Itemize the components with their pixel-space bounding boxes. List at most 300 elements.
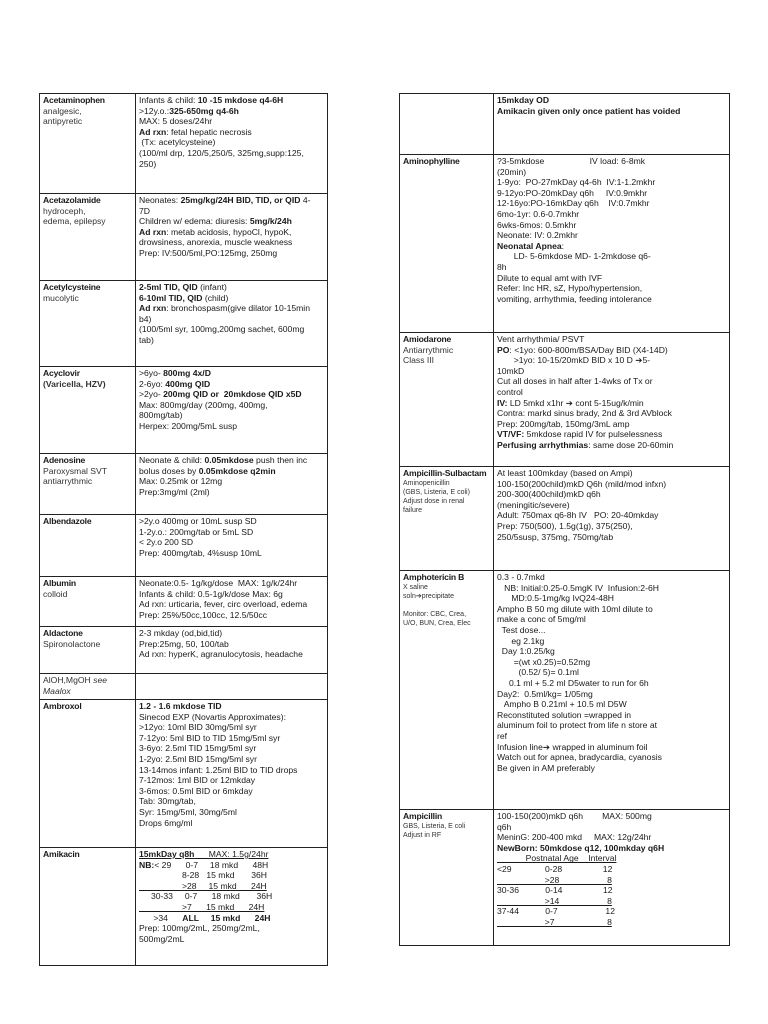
- dose-text: Test dose...: [497, 624, 546, 635]
- dose-text: 30-36 0-14 12: [497, 885, 613, 896]
- dose-line: [497, 917, 726, 928]
- drug-class: Class III: [403, 355, 435, 366]
- drug-name: Ampicillin: [403, 811, 443, 821]
- dose-text: 7D: [139, 205, 150, 216]
- drug-name-cell: [40, 454, 136, 515]
- dose-line: [497, 355, 726, 366]
- dose-text: Prep:3mg/ml (2ml): [139, 486, 210, 497]
- dose-text: LD- 5-6mkdose MD- 1-2mkdose q6-: [497, 251, 651, 262]
- dose-text: Tab: 30mg/tab,: [139, 796, 196, 807]
- dose-text: Cut all doses in half after 1-4wks of Tx or: [497, 376, 653, 387]
- dose-line: [139, 578, 324, 589]
- dose-text: 8h: [497, 261, 507, 272]
- drug-class: hydroceph,: [43, 205, 86, 216]
- dose-line: [497, 832, 726, 843]
- drug-row-amikacin: [40, 848, 328, 966]
- drug-dose-cell: [136, 577, 328, 627]
- dose-line: [497, 906, 726, 917]
- drug-name-cell: [40, 577, 136, 627]
- dose-line: [139, 860, 324, 871]
- drug-class: mucolytic: [43, 292, 79, 303]
- drug-row-albumin: [40, 577, 328, 627]
- drug-dose-cell: [494, 155, 730, 333]
- drug-note: [403, 601, 490, 610]
- dose-text: 2-5ml TID, QID: [139, 282, 198, 292]
- drug-dose-cell: [136, 367, 328, 454]
- dose-line: [139, 466, 324, 477]
- dose-line: [497, 896, 726, 907]
- dose-text: Infants & child:: [139, 95, 198, 105]
- dose-text: push then inc: [253, 455, 308, 465]
- dose-text: >7 15 mkd 24H: [139, 901, 265, 912]
- drug-note: soln➔precipitate: [403, 592, 455, 600]
- dose-text: >12yo: 10ml BID 30mg/5ml syr: [139, 722, 257, 733]
- drug-name: Ambroxol: [43, 701, 82, 711]
- dose-text: 1-2y.o.: 200mg/tab or 5mL SD: [139, 526, 254, 537]
- dose-line: [497, 177, 726, 188]
- dose-line: [139, 95, 324, 106]
- drug-name: Albumin: [43, 578, 76, 588]
- dose-line: [497, 875, 726, 886]
- drug-name: Amphotericin B: [403, 572, 465, 582]
- dose-line: [497, 419, 726, 430]
- dose-line: [139, 116, 324, 127]
- drug-row-amphotericin-b: [400, 571, 730, 810]
- dose-line: [139, 293, 324, 304]
- dose-line: [139, 934, 324, 945]
- dose-line: [139, 324, 324, 335]
- dose-line: [139, 389, 324, 400]
- dose-line: [497, 521, 726, 532]
- dose-line: [497, 429, 726, 440]
- dose-text: 100-150(200)mkD q6h MAX: 500mg: [497, 811, 652, 821]
- dose-text: 2-3 mkday (od,bid,tid): [139, 628, 223, 638]
- dose-line: [139, 870, 324, 881]
- dose-text: Prep: IV:500/5ml,PO:125mg, 250mg: [139, 247, 278, 258]
- dose-text: IV:: [497, 397, 508, 408]
- drug-dose-cell: [494, 571, 730, 810]
- drug-name: AlOH,MgOH: [43, 675, 94, 685]
- drug-note: Aminopenicillin: [403, 479, 450, 487]
- dose-line: [497, 583, 726, 594]
- left-drug-table: [39, 93, 328, 966]
- drug-name: Amiodarone: [403, 334, 452, 344]
- dose-line: [139, 159, 324, 170]
- dose-text: Infants & child: 0.5-1g/k/dose Max: 6g: [139, 588, 283, 599]
- drug-note: Monitor: CBC, Crea,: [403, 610, 467, 618]
- dose-line: [139, 421, 324, 432]
- dose-text: Prep: 100mg/2mL, 250mg/2mL,: [139, 923, 260, 934]
- dose-line: [139, 712, 324, 723]
- drug-name-cell: [40, 700, 136, 848]
- dose-line: [497, 678, 726, 689]
- drug-name-cell: [40, 627, 136, 674]
- dose-text: (20min): [497, 166, 527, 177]
- dose-line: [139, 476, 324, 487]
- dose-text: >28 15 mkd 24H: [139, 880, 267, 891]
- drug-row-amiodarone: [400, 333, 730, 467]
- drug-name-cell: [400, 467, 494, 571]
- dose-text: Prep: 200mg/tab, 150mg/3mL amp: [497, 418, 630, 429]
- dose-line: [139, 599, 324, 610]
- dose-text: 8-28 15 mkd 36H: [139, 870, 267, 881]
- dose-line: [497, 489, 726, 500]
- dose-line: [139, 722, 324, 733]
- dose-text: 6wks-6mos: 0.5mkhr: [497, 219, 577, 230]
- dose-text: 9-12yo:PO-20mkDay q6h IV:0.9mkhr: [497, 187, 648, 198]
- dose-line: [139, 487, 324, 498]
- dose-text: b4): [139, 313, 152, 324]
- dose-text: >2yo-: [139, 389, 164, 400]
- dose-line: [497, 625, 726, 636]
- dose-text: Prep: 750(500), 1.5g(1g), 375(250),: [497, 520, 633, 531]
- dose-text: NB:: [139, 859, 155, 870]
- dose-line: [497, 636, 726, 647]
- dose-text: Vent arrhythmia/ PSVT: [497, 334, 585, 344]
- dose-text: Postnatal Age Interval: [497, 853, 617, 864]
- dose-line: [139, 589, 324, 600]
- dose-text: Neonates:: [139, 195, 181, 205]
- drug-name-line: [43, 675, 132, 696]
- dose-text: NB: Initial:0.25-0.5mgK IV Infusion:2-6H: [497, 582, 659, 593]
- dose-text: 4-: [300, 195, 311, 205]
- dose-line: [139, 282, 324, 293]
- see-reference: see Maalox: [43, 675, 107, 696]
- dose-text: Ampho B 50 mg dilute with 10ml dilute to: [497, 603, 653, 614]
- drug-dose-cell: [136, 281, 328, 367]
- drug-note: U/O, BUN, Crea, Elec: [403, 619, 471, 627]
- drug-name-cell: [40, 281, 136, 367]
- dose-text: >6yo-: [139, 368, 164, 378]
- dose-line: [497, 294, 726, 305]
- dose-line: [497, 720, 726, 731]
- drug-name-cell: [40, 367, 136, 454]
- dose-line: [139, 137, 324, 148]
- dose-text: NewBorn: 50mkdose q12, 100mkday q6H: [497, 842, 665, 853]
- dose-text: Amikacin given only once patient has voided: [497, 105, 681, 116]
- dose-line: [139, 314, 324, 325]
- drug-class: antiarrythmic: [43, 476, 93, 487]
- dose-line: [497, 510, 726, 521]
- dose-text: (100/ml drp, 120/5,250/5, 325mg,supp:125,: [139, 147, 304, 158]
- dose-line: [139, 455, 324, 466]
- dose-text: Prep:25mg, 50, 100/tab: [139, 638, 229, 649]
- dose-text: 5mkdose rapid IV for pulselessness: [524, 429, 663, 440]
- drug-name: Adenosine: [43, 455, 86, 465]
- dose-text: bolus doses by: [139, 465, 199, 476]
- drug-row-acyclovir: [40, 367, 328, 454]
- dose-text: 325-650mg q4-6h: [169, 105, 239, 116]
- dose-line: [497, 604, 726, 615]
- dose-line: [497, 408, 726, 419]
- dose-text: Ad rxn: [139, 126, 167, 137]
- dose-line: [497, 230, 726, 241]
- dose-line: [497, 198, 726, 209]
- dose-text: Neonatal Apnea: [497, 240, 562, 251]
- dose-text: 7-12yo: 5ml BID to TID 15mg/5ml syr: [139, 732, 281, 743]
- dose-line: [139, 227, 324, 238]
- dose-line: [139, 649, 324, 660]
- drug-name: Acetazolamide: [43, 195, 101, 205]
- dose-text: 250): [139, 158, 157, 169]
- drug-dose-cell: [136, 627, 328, 674]
- dose-line: [497, 156, 726, 167]
- drug-name-cell: [40, 848, 136, 966]
- dose-text: 400mg QID: [165, 378, 211, 389]
- dose-line: [139, 379, 324, 390]
- dose-text: MAX: 5 doses/24hr: [139, 116, 213, 127]
- dose-text: drowsiness, anorexia, muscle weakness: [139, 237, 293, 248]
- dose-line: [139, 639, 324, 650]
- dose-line: [139, 807, 324, 818]
- drug-dose-cell: [136, 194, 328, 281]
- dose-text: Dilute to equal amt with IVF: [497, 272, 603, 283]
- drug-dose-cell: [136, 454, 328, 515]
- dose-text: 1-9yo: PO-27mkDay q4-6h IV:1-1.2mkhr: [497, 177, 656, 188]
- dose-text: : fetal hepatic necrosis: [166, 126, 252, 137]
- drug-row-acetylcysteine: [40, 281, 328, 367]
- dose-line: [497, 334, 726, 345]
- dose-line: [139, 849, 324, 860]
- dose-line: [139, 754, 324, 765]
- dose-line: [139, 765, 324, 776]
- dose-line: [497, 885, 726, 896]
- drug-name-cell: [40, 194, 136, 281]
- dose-line: [139, 106, 324, 117]
- drug-class: colloid: [43, 588, 68, 599]
- dose-text: (Tx: acetylcysteine): [139, 137, 216, 148]
- drug-row-aldactone: [40, 627, 328, 674]
- dose-line: [139, 127, 324, 138]
- dose-line: [139, 913, 324, 924]
- dose-text: (0.52/ 5)= 0.1ml: [497, 667, 579, 678]
- dose-text: < 29 0-7 18 mkd 48H: [154, 859, 269, 870]
- dose-line: [497, 593, 726, 604]
- dose-line: [497, 220, 726, 231]
- dose-text: MeninG: 200-400 mkd MAX: 12g/24hr: [497, 832, 652, 843]
- dose-line: [497, 763, 726, 774]
- drug-row-ampicillin-sulbactam: [400, 467, 730, 571]
- dose-text: 12-16yo:PO-16mkDay q6h IV:0.7mkhr: [497, 198, 650, 209]
- dose-text: ALL 15 mkd 24H: [182, 912, 271, 923]
- dose-line: [139, 303, 324, 314]
- drug-dose-cell: [494, 94, 730, 155]
- dose-line: [497, 614, 726, 625]
- dose-text: 6-10ml TID, QID: [139, 292, 203, 303]
- dose-line: [497, 241, 726, 252]
- dose-text: 0.05mkdose: [204, 455, 254, 465]
- dose-line: [497, 167, 726, 178]
- dose-line: [139, 796, 324, 807]
- dose-text: =(wt x0.25)=0.52mg: [497, 656, 591, 667]
- dose-text: Prep: 400mg/tab, 4%susp 10mL: [139, 547, 262, 558]
- dose-text: 37-44 0-7 12: [497, 906, 615, 917]
- dose-text: aluminum foil to protect from life n store at: [497, 720, 658, 731]
- dose-line: [497, 689, 726, 700]
- drug-name: Acyclovir: [43, 368, 80, 378]
- dose-text: >12y.o.:: [139, 105, 170, 116]
- dose-text: 1.2 - 1.6 mkdose TID: [139, 701, 222, 711]
- dose-text: tab): [139, 334, 154, 345]
- dose-line: [139, 537, 324, 548]
- dose-line: [497, 262, 726, 273]
- drug-row-acetaminophen: [40, 94, 328, 194]
- dose-line: [497, 646, 726, 657]
- dose-line: [497, 387, 726, 398]
- dose-line: [497, 273, 726, 284]
- drug-row-aloh-mgoh: [40, 674, 328, 700]
- drug-dose-cell: [136, 700, 328, 848]
- dose-line: [139, 743, 324, 754]
- dose-text: 0.1 ml + 5.2 ml D5water to run for 6h: [497, 677, 649, 688]
- drug-dose-cell: [494, 333, 730, 467]
- dose-text: MD:0.5-1mg/kg IvQ24-48H: [497, 593, 615, 604]
- drug-name: Albendazole: [43, 516, 92, 526]
- dose-text: >7 8: [497, 916, 612, 927]
- dose-text: Prep: 25%/50cc,100cc, 12.5/50cc: [139, 609, 268, 620]
- dose-text: >1yo: 10-15/20mkD BID x 10 D ➔5-: [497, 355, 651, 366]
- drug-name: Aminophylline: [403, 156, 460, 166]
- dose-line: [139, 216, 324, 227]
- drug-dose-cell: [136, 94, 328, 194]
- dose-line: [139, 410, 324, 421]
- drug-name-cell: [400, 155, 494, 333]
- dose-text: Neonate & child:: [139, 455, 205, 465]
- dose-text: 10mkD: [497, 365, 525, 376]
- dose-text: 5mg/k/24h: [249, 216, 292, 227]
- dose-text: :: [561, 240, 565, 251]
- dose-line: [497, 345, 726, 356]
- dose-text: 30-33 0-7 18 mkd 36H: [139, 891, 273, 902]
- dose-text: 3-6mos: 0.5ml BID or 6mkday: [139, 785, 253, 796]
- drug-note: (GBS, Listeria, E coli): [403, 488, 470, 496]
- dose-text: Max: 0.25mk or 12mg: [139, 476, 223, 487]
- dose-text: 200mg QID or 20mkdose QID x5D: [163, 389, 302, 400]
- drug-name-cell: [400, 333, 494, 467]
- drug-name-cell: [400, 94, 494, 155]
- dose-text: Herpex: 200mg/5mL susp: [139, 420, 238, 431]
- dose-line: [139, 775, 324, 786]
- dose-line: [497, 209, 726, 220]
- dose-text: PO: [497, 344, 510, 355]
- dose-text: Sinecod EXP (Novartis Approximates):: [139, 711, 286, 722]
- dose-line: [139, 891, 324, 902]
- drug-row-adenosine: [40, 454, 328, 515]
- dose-line: [139, 701, 324, 712]
- dose-line: [497, 95, 726, 106]
- dose-text: (infant): [197, 282, 227, 292]
- dose-line: [497, 572, 726, 583]
- drug-class: Antiarrythmic: [403, 344, 454, 355]
- dose-line: [497, 811, 726, 822]
- dose-text: Infusion line➔ wrapped in aluminum foil: [497, 741, 648, 752]
- drug-class: analgesic,: [43, 105, 82, 116]
- drug-class: Spironolactone: [43, 638, 101, 649]
- dose-text: 2-6yo:: [139, 378, 166, 389]
- dose-text: Ad rxn: [139, 303, 167, 314]
- dose-text: < 2y.o 200 SD: [139, 537, 194, 548]
- dose-line: [139, 206, 324, 217]
- dose-text: make a conc of 5mg/ml: [497, 614, 586, 625]
- dose-line: [497, 710, 726, 721]
- dose-text: eg 2.1kg: [497, 635, 545, 646]
- drug-row-continued: [400, 94, 730, 155]
- dose-text: Ampho B 0.21ml + 10.5 ml D5W: [497, 699, 627, 710]
- dose-line: [497, 822, 726, 833]
- dose-text: 10 -15 mkdose q4-6H: [197, 95, 284, 105]
- dose-text: Max: 800mg/day (200mg, 400mg,: [139, 399, 268, 410]
- drug-dose-cell: [136, 848, 328, 966]
- drug-note: GBS, Listeria, E coli: [403, 822, 466, 830]
- dose-text: Syr: 15mg/5ml, 30mg/5ml: [139, 806, 237, 817]
- dose-text: control: [497, 386, 523, 397]
- drug-class: edema, epilepsy: [43, 216, 106, 227]
- dose-text: VT/VF:: [497, 429, 525, 440]
- dose-text: Reconstituted solution =wrapped in: [497, 709, 632, 720]
- dose-line: [139, 628, 324, 639]
- dose-line: [497, 864, 726, 875]
- dose-line: [497, 657, 726, 668]
- dose-line: [497, 699, 726, 710]
- dose-text: Perfusing arrhythmias: [497, 439, 589, 450]
- dose-line: [497, 283, 726, 294]
- dose-line: [497, 188, 726, 199]
- dose-text: <29 0-28 12: [497, 863, 613, 874]
- dose-text: vomiting, arrhythmia, feeding intolerance: [497, 293, 652, 304]
- dose-line: [139, 818, 324, 829]
- drug-row-aminophylline: [400, 155, 730, 333]
- dose-line: [139, 881, 324, 892]
- dose-text: 100-150(200child)mkD Q6h (mild/mod infxn): [497, 478, 667, 489]
- dose-text: 800mg 4x/D: [163, 368, 211, 378]
- dose-text: >14 8: [497, 895, 612, 906]
- dose-line: [497, 468, 726, 479]
- dose-text: 0.05mkdose q2min: [198, 465, 276, 476]
- dose-line: [139, 237, 324, 248]
- dose-text: 800mg/tab): [139, 410, 183, 421]
- dose-text: At least 100mkday (based on Ampi): [497, 468, 633, 478]
- dose-text: >2y.o 400mg or 10mL susp SD: [139, 516, 257, 526]
- drug-class: (Varicella, HZV): [43, 378, 106, 389]
- drug-dose-cell: [136, 674, 328, 700]
- dose-text: (child): [202, 292, 229, 303]
- dose-text: 200-300(400child)mkD q6h: [497, 489, 601, 500]
- dose-line: [497, 731, 726, 742]
- dose-text: Day 1:0.25/kg: [497, 646, 555, 657]
- drug-row-albendazole: [40, 515, 328, 577]
- drug-name: Aldactone: [43, 628, 83, 638]
- drug-row-ambroxol: [40, 700, 328, 848]
- drug-note: Adjust in RF: [403, 831, 442, 839]
- drug-dose-cell: [136, 515, 328, 577]
- dose-line: [497, 667, 726, 678]
- dose-text: Adult: 750max q6-8h IV PO: 20-40mkday: [497, 510, 659, 521]
- dose-line: [139, 902, 324, 913]
- dose-text: >28 8: [497, 874, 612, 885]
- dose-line: [497, 376, 726, 387]
- dose-line: [139, 248, 324, 259]
- dose-line: [139, 148, 324, 159]
- drug-class: Paroxysmal SVT: [43, 465, 107, 476]
- dose-text: 3-6yo: 2.5ml TID 15mg/5ml syr: [139, 743, 257, 754]
- dose-line: [139, 610, 324, 621]
- dose-text: Children w/ edema: diuresis:: [139, 216, 250, 227]
- dose-line: [497, 742, 726, 753]
- dose-text: 0.3 - 0.7mkd: [497, 572, 545, 582]
- dose-line: [497, 853, 726, 864]
- dose-line: [497, 398, 726, 409]
- drug-name-cell: [400, 571, 494, 810]
